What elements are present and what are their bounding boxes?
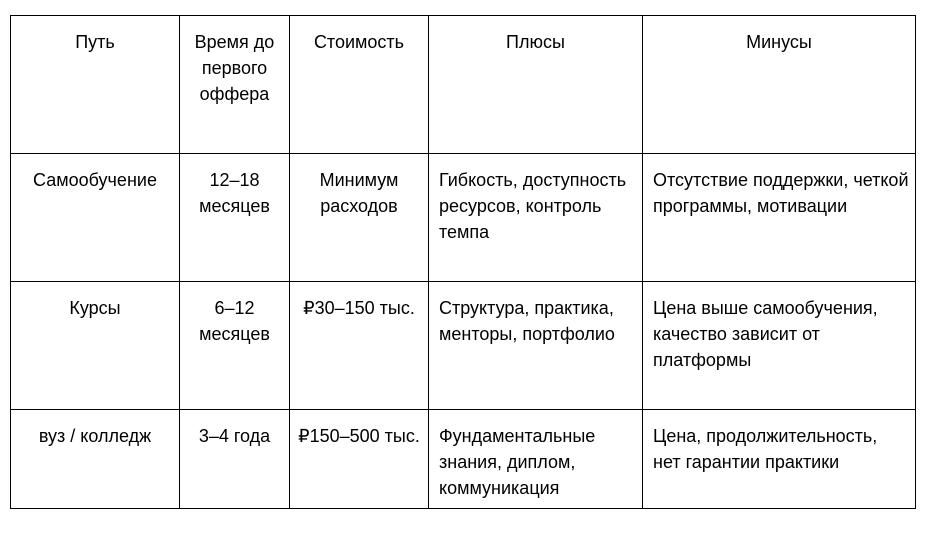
cell-cost: ₽150–500 тыс. (290, 410, 429, 509)
table-row (11, 282, 916, 410)
cell-time: 3–4 года (180, 410, 290, 509)
comparison-table-container (10, 15, 916, 509)
table-row (11, 410, 916, 509)
cell-cons: Цена, продолжительность, нет гарантии практики (643, 410, 916, 509)
cell-cons: Цена выше самообучения, качество зависит от платформы (643, 282, 916, 410)
cell-cons: Отсутствие поддержки, четкой программы, мотивации (643, 154, 916, 282)
header-cost: Стоимость (290, 16, 429, 154)
cell-path: вуз / колледж (11, 410, 180, 509)
header-path: Путь (11, 16, 180, 154)
table-row (11, 154, 916, 282)
cell-pros: Гибкость, доступность ресурсов, контроль темпа (429, 154, 643, 282)
cell-pros: Фундаментальные знания, диплом, коммуникация (429, 410, 643, 509)
cell-path: Курсы (11, 282, 180, 410)
cell-cost: ₽30–150 тыс. (290, 282, 429, 410)
cell-path: Самообучение (11, 154, 180, 282)
cell-pros: Структура, практика, менторы, портфолио (429, 282, 643, 410)
comparison-table (10, 15, 916, 509)
header-time: Время до первого оффера (180, 16, 290, 154)
cell-time: 6–12 месяцев (180, 282, 290, 410)
table-header-row (11, 16, 916, 154)
cell-cost: Минимум расходов (290, 154, 429, 282)
header-pros: Плюсы (429, 16, 643, 154)
header-cons: Минусы (643, 16, 916, 154)
cell-time: 12–18 месяцев (180, 154, 290, 282)
